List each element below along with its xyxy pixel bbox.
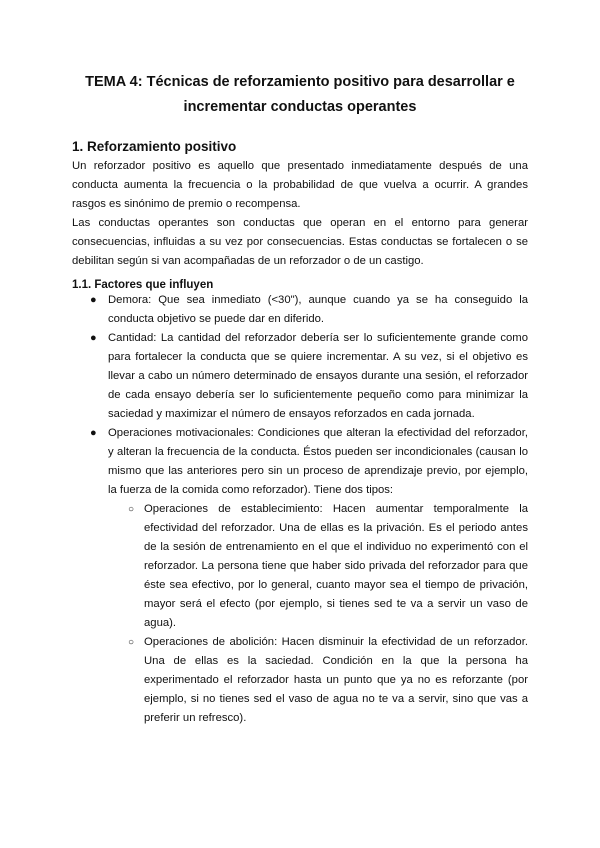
document-title <box>60 70 540 120</box>
list-item-cantidad: Cantidad: La cantidad del reforzador debería ser lo suficientemente grande como para fortalecer la conducta que se quiere incrementar. A su vez, si el objetivo es llevar a cabo un número determinado de ensayos durante una sesión, el reforzador de cada ensayo debería ser lo suficientemente pequeño como para minimizar la saciedad y maximizar el número de ensayos reforzados en cada jornada. <box>108 332 528 420</box>
bullet-marker: ● <box>90 294 97 306</box>
paragraph-2: Las conductas operantes son conductas que operan en el entorno para generar consecuencias, influidas a su vez por consecuencias. Estas conductas se fortalecen o se debilitan según si van acompañadas de un reforzador o de un castigo. <box>72 217 528 267</box>
sublist-item-abolicion: Operaciones de abolición: Hacen disminuir la efectividad de un reforzador. Una de ellas es la saciedad. Condición en la que la persona ha experimentado el reforzador hasta un punto que ya no es reforzante (por ejemplo, si no tienes sed el vaso de agua no te va a servir, sino que vas a preferir un refresco). <box>144 636 528 724</box>
subbullet-marker: ○ <box>128 637 135 648</box>
sublist-item-establecimiento: Operaciones de establecimiento: Hacen aumentar temporalmente la efectividad del reforzador. Una de ellas es la privación. Es el periodo antes de la sesión de entrenamiento en el que el individuo no experimentó con el reforzador. La persona tiene que haber sido privada del reforzador para que éste sea efectivo, por lo general, cuanto mayor sea el tiempo de privación, mayor será el efecto (por ejemplo, si tienes sed te va a servir un vaso de agua). <box>144 503 528 629</box>
section-heading-1: 1. Reforzamiento positivo <box>72 139 237 154</box>
bullet-marker: ● <box>90 332 97 344</box>
title-line-2: incrementar conductas operantes <box>183 99 417 115</box>
list-item-operaciones-motivacionales: Operaciones motivacionales: Condiciones que alteran la efectividad del reforzador, y alteran la frecuencia de la conducta. Éstos pueden ser incondicionales (causan lo mismo que las anteriores pero sin un proceso de aprendizaje previo, por ejemplo, la fuerza de la comida como reforzador). Tiene dos tipos: <box>108 427 528 496</box>
paragraph-1: Un reforzador positivo es aquello que presentado inmediatamente después de una conducta aumenta la frecuencia o la probabilidad de que vuelva a ocurrir. A grandes rasgos es sinónimo de premio o recompensa. <box>72 160 528 210</box>
subbullet-marker: ○ <box>128 504 135 515</box>
list-item-demora: Demora: Que sea inmediato (<30"), aunque cuando ya se ha conseguido la conducta objetivo se puede dar en diferido. <box>108 294 528 325</box>
bullet-marker: ● <box>90 427 97 439</box>
section-heading-1-1: 1.1. Factores que influyen <box>72 279 214 291</box>
title-line-1: TEMA 4: Técnicas de reforzamiento positivo para desarrollar e <box>85 74 515 90</box>
